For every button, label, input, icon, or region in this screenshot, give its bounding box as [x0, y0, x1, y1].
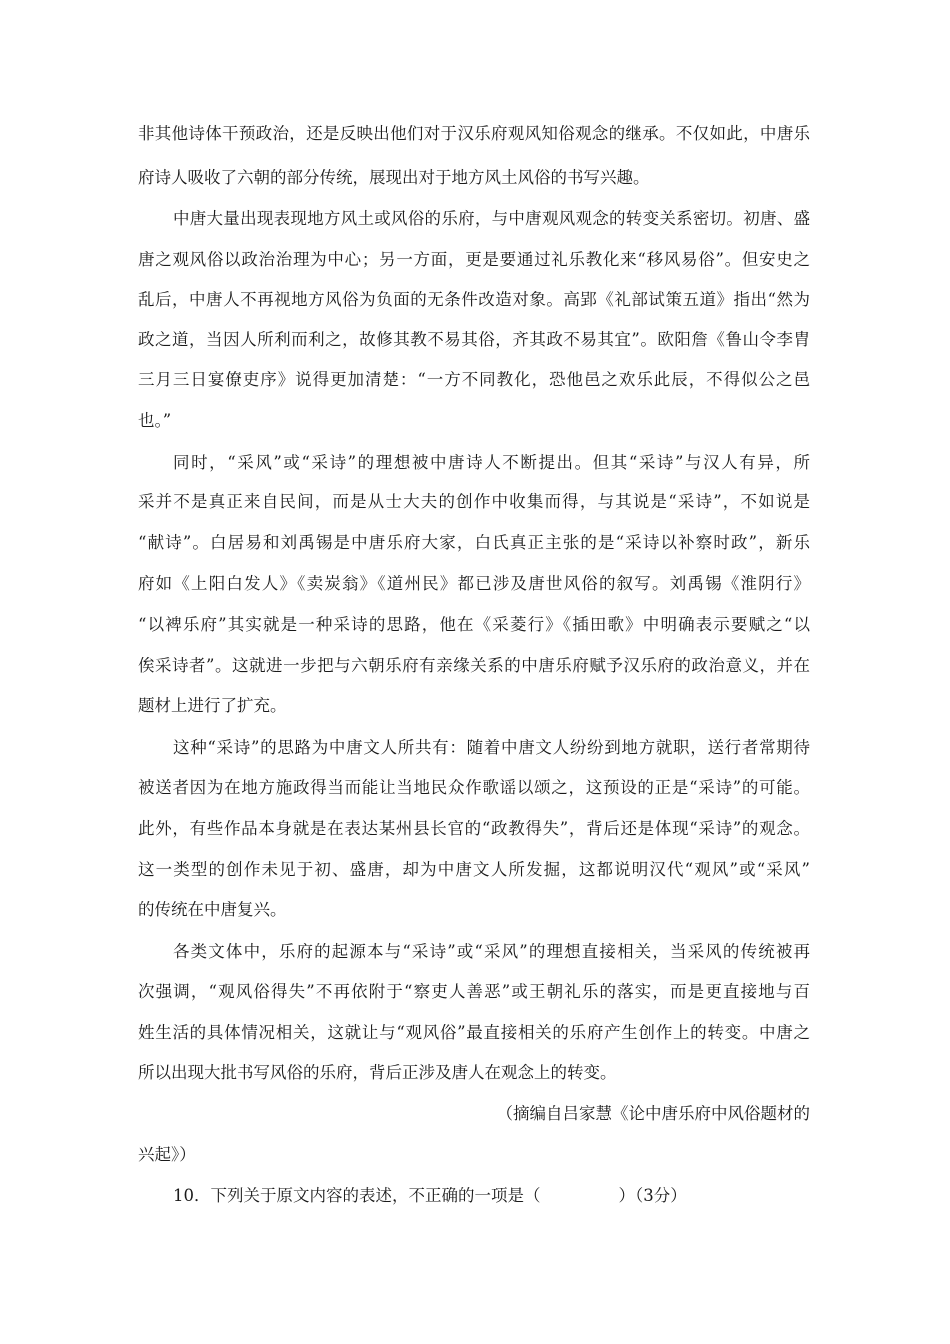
- paragraph-line: 各类文体中，乐府的起源本与“采诗”或“采风”的理想直接相关，当采风的传统被再: [173, 942, 810, 961]
- paragraph-line: 俟采诗者”。这就进一步把与六朝乐府有亲缘关系的中唐乐府赋予汉乐府的政治意义，并在: [138, 656, 810, 675]
- paragraph-line: 题材上进行了扩充。: [138, 696, 287, 715]
- paragraph-line: 府如《上阳白发人》《卖炭翁》《道州民》都已涉及唐世风俗的叙写。刘禹锡《淮阴行》: [138, 574, 810, 593]
- question-10: [173, 1184, 687, 1208]
- paragraph-line: 非其他诗体干预政治，还是反映出他们对于汉乐府观风知俗观念的继承。不仅如此，中唐乐: [138, 124, 810, 143]
- paragraph-line: 所以出现大批书写风俗的乐府，背后正涉及唐人在观念上的转变。: [138, 1063, 617, 1082]
- paragraph-line: “以裨乐府”其实就是一种采诗的思路，他在《采菱行》《插田歌》中明确表示要赋之“以: [138, 615, 810, 634]
- paragraph-line: 姓生活的具体情况相关，这就让与“观风俗”最直接相关的乐府产生创作上的转变。中唐之: [138, 1023, 810, 1042]
- paragraph-line: 次强调，“观风俗得失”不再依附于“察吏人善恶”或王朝礼乐的落实，而是更直接地与百: [138, 982, 810, 1001]
- paragraph-line: 乱后，中唐人不再视地方风俗为负面的无条件改造对象。高郢《礼部试策五道》指出“然为: [138, 290, 810, 309]
- paragraph-line: 三月三日宴僚吏序》说得更加清楚：“一方不同教化，恐他邑之欢乐此辰，不得似公之邑: [138, 370, 810, 389]
- paragraph-line: 的传统在中唐复兴。: [138, 900, 287, 919]
- paragraph-line: 被送者因为在地方施政得当而能让当地民众作歌谣以颂之，这预设的正是“采诗”的可能。: [138, 778, 810, 797]
- source-attribution-continued: 兴起》）: [138, 1145, 196, 1164]
- paragraph-line: 唐之观风俗以政治治理为中心；另一方面，更是要通过礼乐教化来“移风易俗”。但安史之: [138, 250, 810, 269]
- question-text: 10．下列关于原文内容的表述，不正确的一项是（: [173, 1186, 541, 1205]
- paragraph-line: 中唐大量出现表现地方风土或风俗的乐府，与中唐观风观念的转变关系密切。初唐、盛: [173, 209, 810, 228]
- paragraph-line: 府诗人吸收了六朝的部分传统，展现出对于地方风土风俗的书写兴趣。: [138, 168, 650, 187]
- paragraph-line: 此外，有些作品本身就是在表达某州县长官的“政教得失”，背后还是体现“采诗”的观念。: [138, 819, 810, 838]
- paragraph-line: 同时，“采风”或“采诗”的理想被中唐诗人不断提出。但其“采诗”与汉人有异，所: [173, 453, 810, 472]
- paragraph-line: 这种“采诗”的思路为中唐文人所共有：随着中唐文人纷纷到地方就职，送行者常期待: [173, 738, 810, 757]
- question-score: ）（3分）: [618, 1186, 687, 1205]
- paragraph-line: 也。”: [138, 411, 172, 430]
- source-attribution: （摘编自吕家慧《论中唐乐府中风俗题材的: [496, 1104, 810, 1123]
- paragraph-line: 这一类型的创作未见于初、盛唐，却为中唐文人所发掘，这都说明汉代“观风”或“采风”: [138, 860, 810, 879]
- paragraph-line: “献诗”。白居易和刘禹锡是中唐乐府大家，白氏真正主张的是“采诗以补察时政”，新乐: [138, 533, 810, 552]
- paragraph-line: 政之道，当因人所利而利之，故修其教不易其俗，齐其政不易其宜”。欧阳詹《鲁山令李胄: [138, 330, 810, 349]
- paragraph-line: 采并不是真正来自民间，而是从士大夫的创作中收集而得，与其说是“采诗”，不如说是: [138, 492, 810, 511]
